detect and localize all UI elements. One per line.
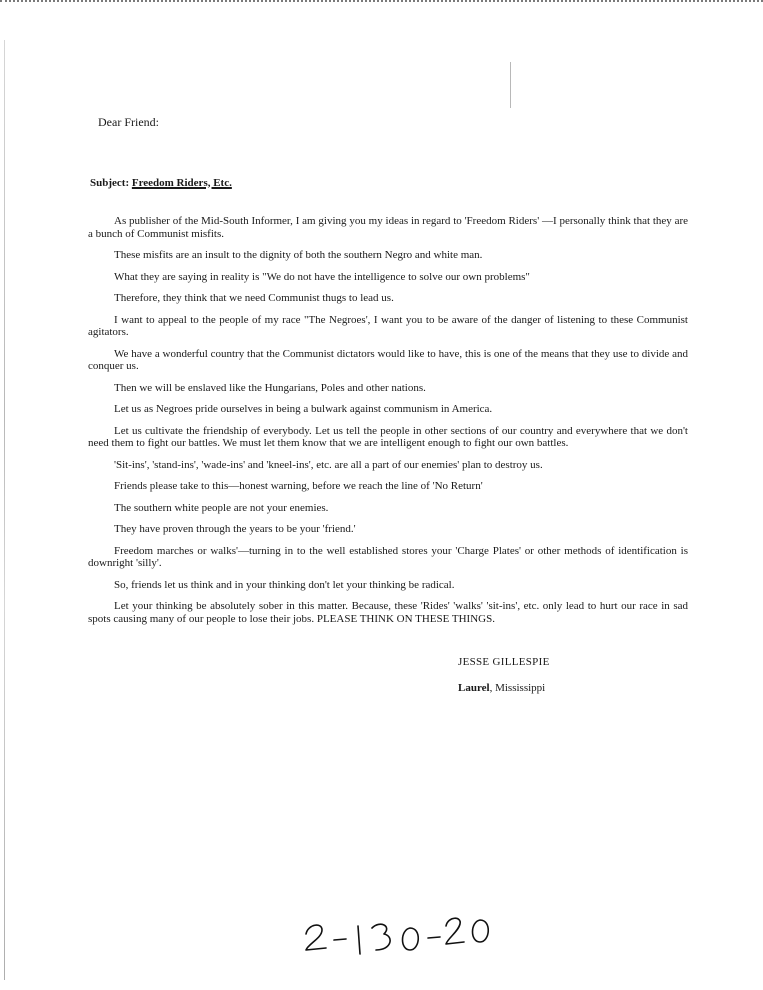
paragraph-15: So, friends let us think and in your thinking don't let your thinking be radical. (114, 578, 455, 591)
subject-value: Freedom Riders, Etc. (131, 176, 232, 189)
left-scan-edge (4, 40, 5, 980)
paragraph-6: We have a wonderful country that the Communist dictators would like to have, this is one of the means that they use to divide and conquer us. (88, 347, 688, 372)
paragraph-4: Therefore, they think that we need Communist thugs to lead us. (114, 292, 394, 304)
paragraph-14: Freedom marches or walks'—turning in to the well established stores your 'Charge Plates' or other methods of identification is downright 'silly'. (88, 544, 688, 569)
paragraph-9: Let us cultivate the friendship of everybody. Let us tell the people in other sections of our country and everywhere that we don't need them to fight our battles. We must let them know that we are intelligent enough to fight our own battles. (88, 424, 688, 449)
paragraph-2: These misfits are an insult to the dignity of both the southern Negro and white man. (114, 249, 483, 261)
signature-name: JESSE GILLESPIE (458, 656, 550, 668)
paragraph-10: 'Sit-ins', 'stand-ins', 'wade-ins' and 'kneel-ins', etc. are all a part of our enemies' plan to destroy us. (114, 458, 543, 471)
signature-location (458, 681, 688, 695)
paragraph-7: Then we will be enslaved like the Hungarians, Poles and other nations. (114, 381, 426, 394)
paragraph-12: The southern white people are not your enemies. (114, 501, 329, 514)
paragraph-1: As publisher of the Mid-South Informer, I am giving you my ideas in regard to 'Freedom Riders' —I personally think that they are a bunch of Communist misfits. (88, 215, 688, 240)
paragraph-16: Let your thinking be absolutely sober in this matter. Because, these 'Rides' 'walks' 'sit-ins', etc. only lead to hurt our race in sad spots causing many of our people to lose their jobs. PLEASE THINK ON THESE THINGS. (88, 600, 688, 625)
signature-city: Laurel (458, 682, 490, 694)
signature-state: , Mississippi (489, 682, 546, 694)
paragraph-11: Friends please take to this—honest warning, before we reach the line of 'No Return' (114, 480, 483, 492)
top-dotted-edge (0, 0, 763, 6)
paragraph-13: They have proven through the years to be your 'friend.' (114, 523, 356, 535)
handwritten-file-number (300, 900, 500, 960)
letter-body (88, 116, 688, 695)
signature-block (458, 655, 688, 695)
subject-line (90, 177, 688, 190)
paragraph-8: Let us as Negroes pride ourselves in being a bulwark against communism in America. (114, 403, 493, 415)
handwritten-number-drawing (300, 900, 500, 960)
subject-label: Subject: (90, 176, 130, 189)
salutation: Dear Friend: (98, 115, 159, 129)
scan-mark (510, 62, 511, 108)
paragraph-5: I want to appeal to the people of my race "The Negroes', I want you to be aware of the danger of listening to these Communist agitators. (88, 313, 688, 338)
paragraph-3: What they are saying in reality is "We do not have the intelligence to solve our own problems" (114, 270, 530, 283)
